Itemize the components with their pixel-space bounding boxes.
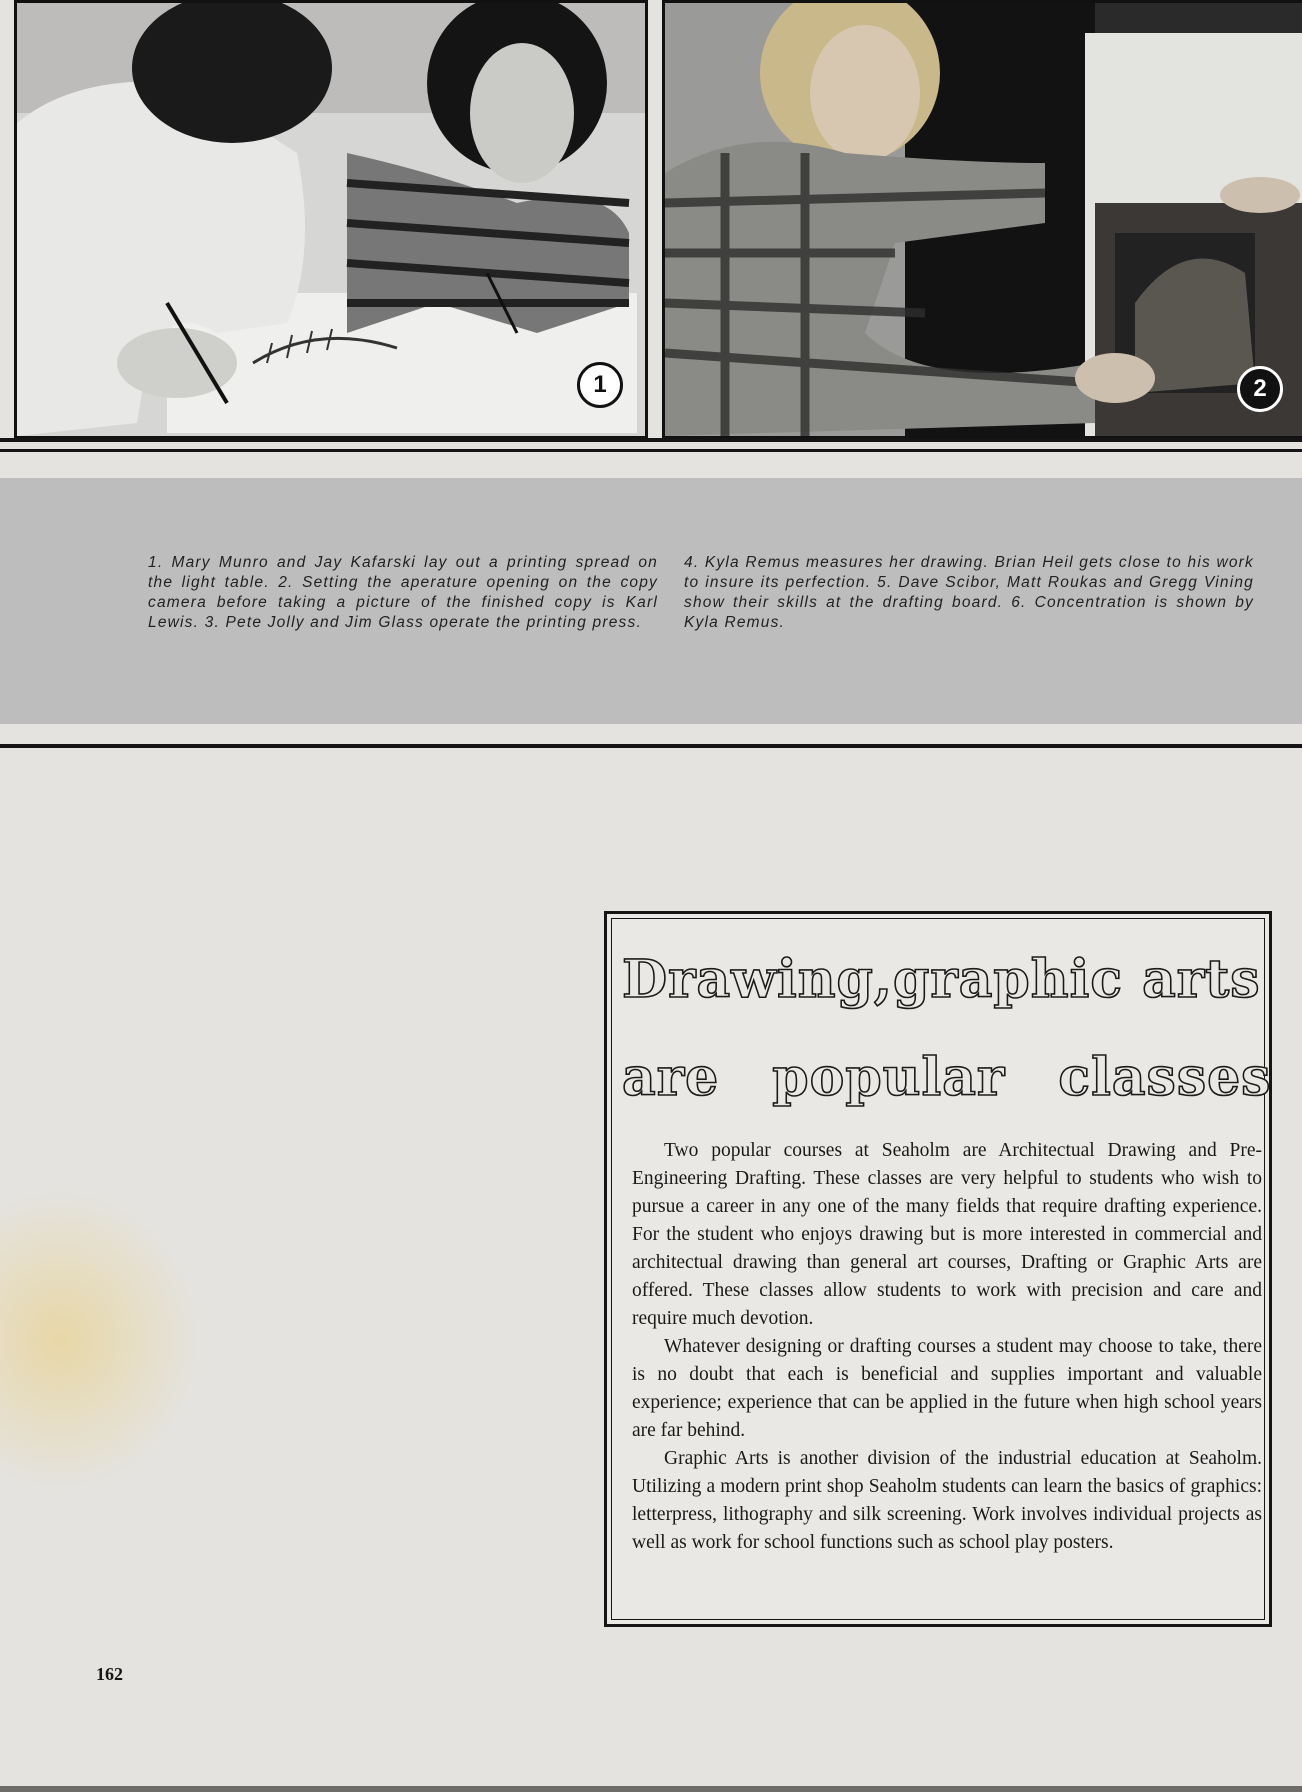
photo-number-badge: 1 bbox=[577, 362, 623, 408]
photo-students-layout-image bbox=[17, 3, 645, 436]
article-frame bbox=[611, 918, 1272, 1620]
divider-rule bbox=[0, 744, 1302, 748]
article-body bbox=[632, 1137, 1262, 1557]
caption-band bbox=[0, 478, 1302, 724]
photo-student-copy-camera bbox=[662, 0, 1302, 439]
headline-line-2: are popular classes bbox=[622, 1047, 1272, 1108]
divider-rule bbox=[0, 438, 1302, 442]
divider-rule bbox=[0, 449, 1302, 452]
photo-caption-left: 1. Mary Munro and Jay Kafarski lay out a printing spread on the light table. 2. Setting the aperature opening on the copy camera before taking a picture of the finished copy is Karl Lewis. 3. Pete Jolly and Jim Glass operate the printing press. bbox=[148, 554, 658, 631]
photo-students-layout bbox=[14, 0, 648, 439]
article-paragraph: Two popular courses at Seaholm are Architectual Drawing and Pre-Engineering Drafting. These classes are very helpful to students who wish to pursue a career in any one of the many fields that require drafting experience. For the student who enjoys drawing but is more interested in commercial and architectual drawing than general art courses, Drafting or Graphic Arts are offered. These classes allow students to work with precision and care and require much devotion. bbox=[632, 1140, 1262, 1329]
article-paragraph: Whatever designing or drafting courses a student may choose to take, there is no doubt that each is beneficial and supplies important and valuable experience; experience that can be applied in the future when high school years are far behind. bbox=[632, 1336, 1262, 1441]
article-box bbox=[604, 911, 1272, 1627]
headline-line-1: Drawing,graphic arts bbox=[622, 949, 1261, 1010]
article-paragraph: Graphic Arts is another division of the industrial education at Seaholm. Utilizing a modern print shop Seaholm students can learn the basics of graphics: letterpress, lithography and silk screening. Work involves individual projects as well as work for school functions such as school play posters. bbox=[632, 1448, 1262, 1553]
photo-number-badge: 2 bbox=[1237, 366, 1283, 412]
page-number: 162 bbox=[96, 1664, 123, 1684]
page-bottom-edge bbox=[0, 1786, 1302, 1792]
photo-caption-right: 4. Kyla Remus measures her drawing. Brian Heil gets close to his work to insure its perfection. 5. Dave Scibor, Matt Roukas and Gregg Vining show their skills at the drafting board. 6. Concentration is shown by Kyla Remus. bbox=[684, 554, 1254, 631]
photo-student-copy-camera-image bbox=[665, 3, 1302, 436]
